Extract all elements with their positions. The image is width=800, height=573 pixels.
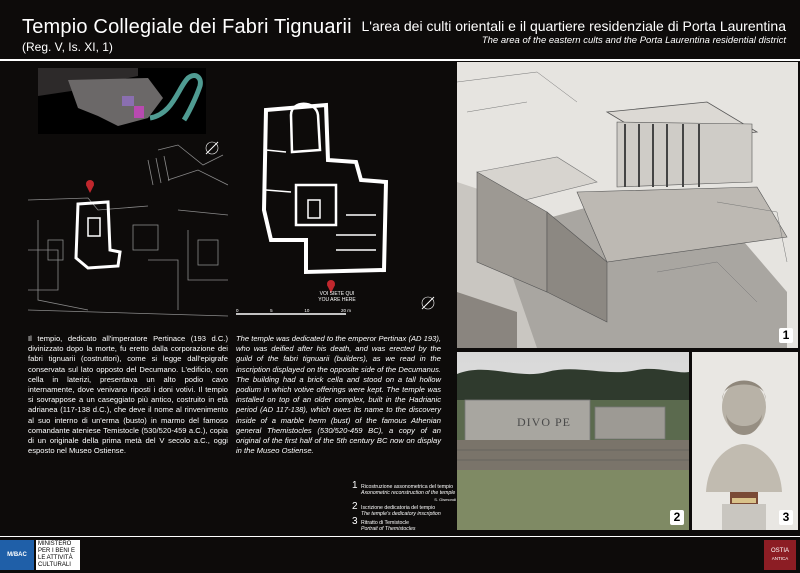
inscription-text: DIVO PE (517, 415, 571, 429)
ostia-logo-line2: ANTICA (771, 556, 789, 561)
ministry-line: PER I BENI E (38, 548, 76, 554)
caption-credit: S. Gismondi (434, 496, 456, 502)
section-subtitle: The area of the eastern cults and the Porta Laurentina residential district (481, 35, 786, 46)
image-number-badge: 2 (670, 510, 684, 525)
scale-label-5: 5 (270, 308, 273, 313)
scale-label-20: 20 m (340, 308, 351, 313)
caption-number: 2 (352, 501, 358, 512)
page-subtitle: (Reg. V, Is. XI, 1) (22, 40, 113, 54)
site-plan (28, 140, 228, 320)
ministry-line: MINISTERO (38, 541, 72, 547)
mibac-logo (0, 540, 34, 570)
inscription-photo (457, 352, 689, 530)
caption-number: 3 (352, 516, 358, 527)
compass-icon (422, 297, 434, 309)
you-are-here-it: VOI SIETE QUI (319, 291, 355, 297)
caption-italian: Ricostruzione assonometrica del tempio (361, 484, 453, 490)
compass-icon (206, 142, 218, 154)
locator-map-drawing (38, 68, 206, 134)
temple-plan (236, 90, 446, 320)
themistocles-bust-drawing (692, 352, 798, 530)
section-title: L'area dei culti orientali e il quartiere residenziale di Porta Laurentina (361, 18, 786, 34)
scale-label-10: 10 (304, 308, 310, 313)
caption-italian: Ritratto di Temistocle (361, 520, 410, 526)
ostia-antica-logo (764, 540, 796, 570)
site-plan-drawing (28, 140, 228, 320)
caption-3 (352, 516, 457, 534)
caption-english: Portrait of Themistocles (361, 526, 416, 533)
ministry-line: CULTURALI (38, 562, 71, 568)
scale-label-0: 0 (236, 308, 239, 313)
caption-english: The temple's dedicatory inscription (361, 511, 441, 518)
ministry-line: LE ATTIVITÀ (38, 555, 73, 561)
footer-divider (0, 536, 800, 537)
inscription-photo-drawing (457, 352, 689, 530)
image-number-badge: 3 (779, 510, 793, 525)
ostia-logo-line1: OSTIA (770, 548, 789, 554)
ministry-logo (36, 540, 80, 570)
caption-italian: Iscrizione dedicatoria del tempio (361, 505, 436, 511)
locator-map (38, 68, 206, 134)
mibac-logo-text: M/BAC (7, 552, 27, 558)
description-english: The temple was dedicated to the emperor Pertinax (AD 193), who was deified after his death, and was erected by the guild of the fabri tignuarii (builders), as we read in the inscription displayed on the opposite side of the Decumanus. The building had a brick cella and stood on a tall hollow podium in which votive offerings were kept. The temple was installed on top of an older complex, built in the Hadrianic period (AD 117-138), which owes its name to the discovery inside of a marble herm (bust) of the famous Athenian general Themistocles (530/520-459 BC), a copy of an original of the first half of the 5th century BC now on display in the Museo Ostiense. (236, 334, 441, 456)
page-title: Tempio Collegiale dei Fabri Tignuarii (22, 16, 352, 38)
caption-1 (352, 480, 457, 502)
reconstruction-image (457, 62, 798, 348)
you-are-here-en: YOU ARE HERE (318, 297, 356, 303)
description-italian: Il tempio, dedicato all'imperatore Pertinace (193 d.C.) divinizzato dopo la morte, fu eretto dalla corporazione dei fabri tignuarii (costruttori), come si legge dall'epigrafe conservata sul lato opposto del Decumano. L'edificio, con cella in laterizi, presentava un alto podio cavo internamente, dove venivano riposti i doni votivi. Il tempio si sovrappose a un caseggiato più antico, costruito in età adrianea (117-138 d.C.), che deve il nome al rinvenimento al suo interno di un'erma (busto) in marmo del famoso comandante ateniese Temistocle (530/520-459 a.C.), copia di un originale della prima metà del V secolo a.C., oggi esposto nel Museo Ostiense. (28, 334, 228, 456)
header-divider (0, 59, 800, 61)
caption-number: 1 (352, 480, 358, 491)
caption-2 (352, 501, 457, 519)
caption-english: Axonometric reconstruction of the temple (361, 490, 456, 497)
you-are-here-label (318, 291, 356, 303)
temple-plan-drawing (236, 90, 446, 320)
scale-labels (236, 308, 351, 313)
themistocles-photo (692, 352, 798, 530)
reconstruction-drawing (457, 62, 798, 348)
image-number-badge: 1 (779, 328, 793, 343)
